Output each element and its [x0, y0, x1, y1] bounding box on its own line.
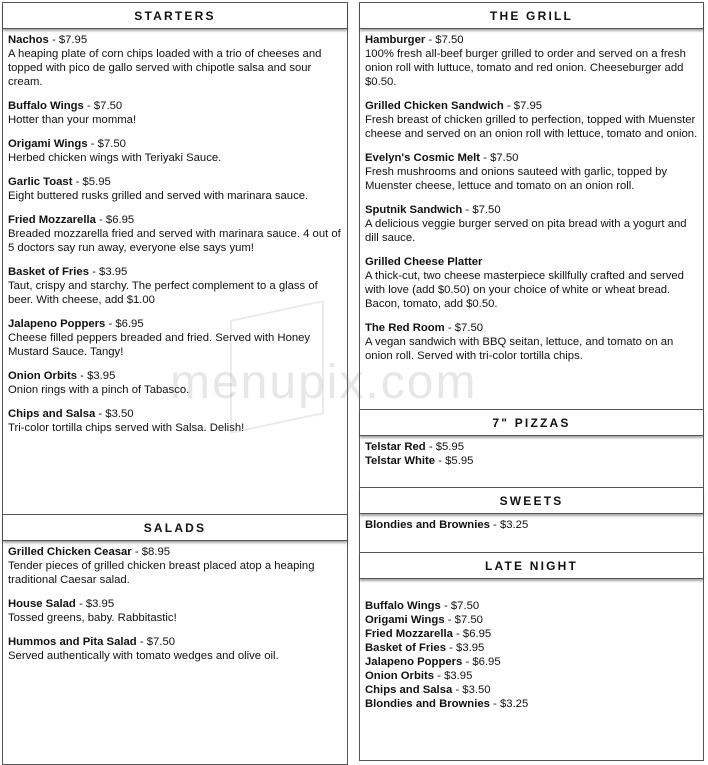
- menu-item-price: - $5.95: [425, 441, 464, 453]
- menu-item: [365, 203, 699, 245]
- menu-item-name: Evelyn's Cosmic Melt: [365, 152, 481, 164]
- menu-item-description: Herbed chicken wings with Teriyaki Sauce.: [8, 152, 222, 164]
- menu-item-price: - $3.95: [89, 266, 128, 278]
- right-column: [359, 2, 704, 761]
- menu-item-price: - $7.50: [83, 100, 123, 112]
- menu-item-description: Fresh mushrooms and onions sauteed with garlic, topped by Muenster cheese, lettuce and tomato on an onion roll.: [365, 166, 668, 192]
- menu-item-price: - $7.50: [87, 138, 126, 150]
- menu-item: [8, 597, 343, 625]
- menu-item-price: - $7.95: [48, 34, 88, 46]
- sweets-list: [360, 514, 703, 552]
- menu-item-price: - $5.95: [435, 455, 474, 467]
- menu-item: [365, 641, 699, 655]
- left-column: [2, 2, 348, 765]
- menu-item-description: Tossed greens, baby. Rabbitastic!: [8, 612, 177, 624]
- menu-item-name: Hummos and Pita Salad: [8, 636, 137, 648]
- menu-item: [365, 33, 699, 89]
- menu-item-name: Fried Mozzarella: [365, 628, 453, 640]
- menu-item-price: - $7.50: [440, 600, 480, 612]
- menu-item-name: Jalapeno Poppers: [365, 656, 463, 668]
- sweets-heading: SWEETS: [360, 488, 703, 514]
- menu-item-price: - $6.95: [452, 628, 492, 640]
- menu-item-description: Tri-color tortilla chips served with Salsa. Delish!: [8, 422, 245, 434]
- menu-item-description: Hotter than your momma!: [8, 114, 137, 126]
- menu-item-price: - $3.25: [489, 519, 529, 531]
- menu-item-description: Served authentically with tomato wedges and olive oil.: [8, 650, 279, 662]
- menu-item-name: Chips and Salsa: [8, 408, 96, 420]
- latenight-list: [360, 579, 703, 760]
- menu-item-name: Sputnik Sandwich: [365, 204, 463, 216]
- menu-item-price: - $6.95: [105, 318, 144, 330]
- menu-item: [8, 635, 343, 663]
- menu-item-description: Fresh breast of chicken grilled to perfection, topped with Muenster cheese and served on an onion roll with lettuce, tomato and onion.: [365, 114, 698, 140]
- menu-item-name: Garlic Toast: [8, 176, 73, 188]
- menu-item-name: Basket of Fries: [8, 266, 89, 278]
- grill-heading: THE GRILL: [360, 3, 703, 29]
- menu-item-description: A heaping plate of corn chips loaded with a trio of cheeses and topped with pico de gallo served with chipotle salsa and sour cream.: [8, 48, 322, 88]
- menu-item-description: Tender pieces of grilled chicken breast placed atop a heaping traditional Caesar salad.: [8, 560, 315, 586]
- menu-item-price: - $3.95: [434, 670, 473, 682]
- menu-item: [365, 613, 699, 627]
- latenight-section: [359, 552, 704, 761]
- menu-item-price: - $6.95: [95, 214, 135, 226]
- menu-item-price: - $7.50: [444, 322, 484, 334]
- menu-item-name: Origami Wings: [365, 614, 445, 626]
- starters-list: [3, 29, 347, 514]
- menu-item: [365, 655, 699, 669]
- menu-item: [365, 599, 699, 613]
- menu-item-name: Onion Orbits: [365, 670, 435, 682]
- menu-item-price: - $7.50: [136, 636, 176, 648]
- menu-item-name: Telstar Red: [365, 441, 426, 453]
- menu-item-name: Blondies and Brownies: [365, 698, 490, 710]
- menu-item-description: A delicious veggie burger served on pita bread with a yogurt and dill sauce.: [365, 218, 687, 244]
- menu-item-price: - $7.50: [425, 34, 464, 46]
- menu-item: [8, 99, 343, 127]
- pizzas-section: [359, 409, 704, 487]
- menu-item-description: Taut, crispy and starchy. The perfect complement to a glass of beer. With cheese, add $1.00: [8, 280, 318, 306]
- menu-item: [365, 697, 699, 711]
- menu-item: [8, 175, 343, 203]
- menu-item-price: - $7.95: [503, 100, 543, 112]
- menu-item-description: A vegan sandwich with BBQ seitan, lettuce, and tomato on an onion roll. Served with tri-color tortilla chips.: [365, 336, 674, 362]
- watermark-logo: menupix.com: [170, 356, 478, 409]
- menu-item: [8, 369, 343, 397]
- starters-heading: STARTERS: [3, 3, 347, 29]
- menu-item-name: Blondies and Brownies: [365, 519, 490, 531]
- menu-item-price: - $3.50: [95, 408, 134, 420]
- menu-item-price: - $3.95: [75, 598, 115, 610]
- grill-list: [360, 29, 703, 409]
- menu-item-price: - $6.95: [462, 656, 501, 668]
- menu-item: [8, 213, 343, 255]
- menu-item-name: Buffalo Wings: [365, 600, 441, 612]
- menu-item-description: Onion rings with a pinch of Tabasco.: [8, 384, 190, 396]
- menu-item: [365, 669, 699, 683]
- starters-section: [2, 2, 348, 514]
- sweets-section: [359, 487, 704, 552]
- grill-section: [359, 2, 704, 409]
- latenight-heading: LATE NIGHT: [360, 553, 703, 579]
- menu-item-name: Telstar White: [365, 455, 436, 467]
- menu-item-price: - $7.50: [462, 204, 501, 216]
- menu-item-price: - $7.50: [480, 152, 519, 164]
- menu-item-description: Eight buttered rusks grilled and served with marinara sauce.: [8, 190, 309, 202]
- menu-item: [8, 265, 343, 307]
- menu-item-description: A thick-cut, two cheese masterpiece skillfully crafted and served with love (add $0.50) on your choice of white or wheat bread. Bacon, tomato, add $0.50.: [365, 270, 684, 310]
- menu-item: [8, 137, 343, 165]
- menu-item: [365, 454, 699, 468]
- menu-item-name: Hamburger: [365, 34, 426, 46]
- menu-item-name: Fried Mozzarella: [8, 214, 96, 226]
- menu-item-price: - $5.95: [72, 176, 111, 188]
- menu-item: [365, 321, 699, 363]
- menu-item: [365, 151, 699, 193]
- menu-item: [365, 440, 699, 454]
- menu-item-description: Cheese filled peppers breaded and fried. Served with Honey Mustard Sauce. Tangy!: [8, 332, 311, 358]
- menu-item: [365, 99, 699, 141]
- menu-item: [8, 33, 343, 89]
- menu-item: [365, 683, 699, 697]
- menu-item-name: Nachos: [8, 34, 49, 46]
- salads-heading: SALADS: [3, 515, 347, 541]
- menu-item-name: Buffalo Wings: [8, 100, 84, 112]
- menu-item-price: - $3.25: [489, 698, 529, 710]
- menu-item-name: The Red Room: [365, 322, 445, 334]
- menu-item-description: Breaded mozzarella fried and served with marinara sauce. 4 out of 5 doctors say run away, everyone else says yum!: [8, 228, 341, 254]
- menu-item-name: Jalapeno Poppers: [8, 318, 106, 330]
- menu-item-price: - $8.95: [131, 546, 171, 558]
- menu-item-name: House Salad: [8, 598, 76, 610]
- menu-item-price: - $7.50: [444, 614, 483, 626]
- salads-section: [2, 514, 348, 765]
- menu-item: [8, 407, 343, 435]
- menu-item: [365, 627, 699, 641]
- pizzas-heading: 7" PIZZAS: [360, 410, 703, 436]
- menu-item-price: - $3.50: [452, 684, 491, 696]
- menu-item: [8, 317, 343, 359]
- menu-item-name: Grilled Cheese Platter: [365, 256, 483, 268]
- menu-item: [365, 518, 699, 532]
- menu-item-name: Grilled Chicken Ceasar: [8, 546, 132, 558]
- pizzas-list: [360, 436, 703, 487]
- menu-item: [365, 255, 699, 311]
- menu-item-name: Chips and Salsa: [365, 684, 453, 696]
- menu-item-name: Basket of Fries: [365, 642, 446, 654]
- menu-item-name: Onion Orbits: [8, 370, 78, 382]
- salads-list: [3, 541, 347, 764]
- menu-item-price: - $3.95: [446, 642, 485, 654]
- menu-item-name: Origami Wings: [8, 138, 88, 150]
- menu-item-price: - $3.95: [77, 370, 116, 382]
- menu-item-name: Grilled Chicken Sandwich: [365, 100, 504, 112]
- menu-item-description: 100% fresh all-beef burger grilled to order and served on a fresh onion roll with luttuce, tomato and red onion. Cheeseburger add $0.50.: [365, 48, 686, 88]
- menu-item: [8, 545, 343, 587]
